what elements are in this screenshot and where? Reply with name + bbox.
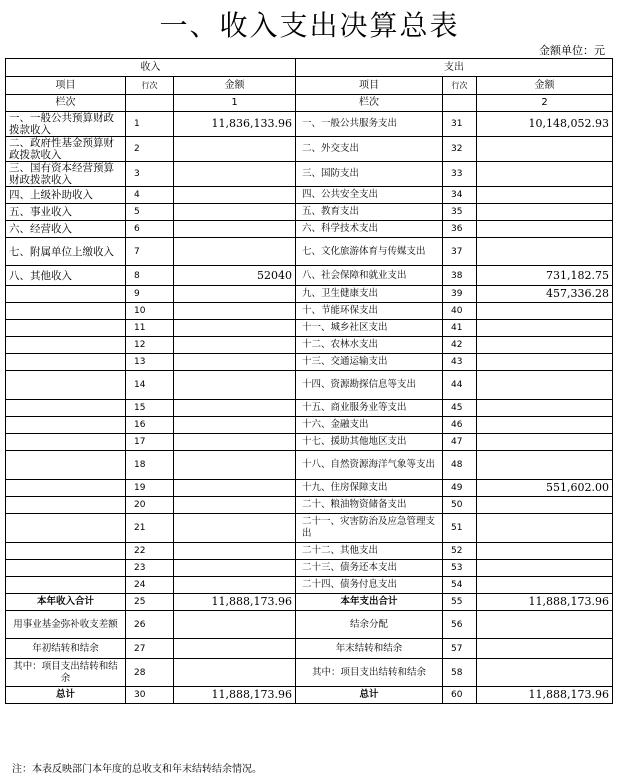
expense-item: 一、一般公共服务支出: [296, 112, 443, 137]
income-summary-item: 用事业基金弥补收支差额: [6, 611, 126, 639]
income-summary-line: 28: [126, 659, 174, 687]
income-item: [6, 417, 126, 434]
table-row: [6, 417, 613, 434]
expense-amount: [477, 560, 613, 577]
expense-line-number: 31: [443, 112, 477, 137]
income-amount: [174, 543, 296, 560]
expense-item: 六、科学技术支出: [296, 221, 443, 238]
expense-line-number: 40: [443, 303, 477, 320]
expense-summary-item: 本年支出合计: [296, 594, 443, 611]
income-summary-amount: [174, 639, 296, 659]
expense-amount-header: 金额: [477, 77, 613, 95]
expense-item: 十、节能环保支出: [296, 303, 443, 320]
expense-item: 九、卫生健康支出: [296, 286, 443, 303]
summary-row: [6, 594, 613, 611]
expense-item: 十八、自然资源海洋气象等支出: [296, 451, 443, 480]
income-line-number: 5: [126, 204, 174, 221]
income-summary-amount: [174, 611, 296, 639]
expense-amount: [477, 417, 613, 434]
income-line-header: 行次: [126, 77, 174, 95]
table-row: [6, 543, 613, 560]
budget-summary-table: [5, 58, 613, 704]
expense-summary-item: 其中：项目支出结转和结余: [296, 659, 443, 687]
income-item: [6, 577, 126, 594]
table-row: [6, 400, 613, 417]
income-item: [6, 434, 126, 451]
expense-line-number: 44: [443, 371, 477, 400]
income-item: 八、其他收入: [6, 266, 126, 286]
income-item: [6, 320, 126, 337]
expense-item: 十六、金融支出: [296, 417, 443, 434]
expense-summary-item: 总计: [296, 687, 443, 704]
income-amount: [174, 337, 296, 354]
income-item: 三、国有资本经营预算财政拨款收入: [6, 162, 126, 187]
table-row: [6, 337, 613, 354]
income-amount: [174, 400, 296, 417]
expense-line-number: 45: [443, 400, 477, 417]
expense-amount: 10,148,052.93: [477, 112, 613, 137]
expense-line-number: 42: [443, 337, 477, 354]
income-column-number: 1: [174, 95, 296, 112]
income-line-number: 4: [126, 187, 174, 204]
expense-amount: [477, 451, 613, 480]
income-line-number: 10: [126, 303, 174, 320]
expense-line-number: 43: [443, 354, 477, 371]
income-summary-line: 26: [126, 611, 174, 639]
expense-line-number: 48: [443, 451, 477, 480]
income-amount: [174, 451, 296, 480]
amount-unit: 金额单位：元: [539, 44, 605, 57]
expense-amount: [477, 371, 613, 400]
income-line-blank: [126, 95, 174, 112]
income-line-number: 16: [126, 417, 174, 434]
income-item: 五、事业收入: [6, 204, 126, 221]
expense-line-number: 34: [443, 187, 477, 204]
income-summary-item: 其中：项目支出结转和结余: [6, 659, 126, 687]
table-row: [6, 320, 613, 337]
table-row: [6, 162, 613, 187]
table-row: [6, 112, 613, 137]
income-item: [6, 514, 126, 543]
table-row: [6, 286, 613, 303]
income-line-number: 2: [126, 137, 174, 162]
expense-amount: 731,182.75: [477, 266, 613, 286]
income-line-number: 17: [126, 434, 174, 451]
income-line-number: 8: [126, 266, 174, 286]
income-summary-item: 年初结转和结余: [6, 639, 126, 659]
table-row: [6, 434, 613, 451]
income-amount: [174, 238, 296, 266]
expense-amount: [477, 303, 613, 320]
income-amount: [174, 354, 296, 371]
income-amount: [174, 162, 296, 187]
expense-line-number: 54: [443, 577, 477, 594]
table-row: [6, 238, 613, 266]
income-item: [6, 371, 126, 400]
income-amount: [174, 137, 296, 162]
expense-summary-line: 60: [443, 687, 477, 704]
expense-amount: 551,602.00: [477, 480, 613, 497]
expense-column-number: 2: [477, 95, 613, 112]
expense-summary-amount: 11,888,173.96: [477, 687, 613, 704]
expense-line-number: 53: [443, 560, 477, 577]
expense-item: 十七、援助其他地区支出: [296, 434, 443, 451]
expense-line-number: 38: [443, 266, 477, 286]
expense-summary-line: 57: [443, 639, 477, 659]
income-item: 二、政府性基金预算财政拨款收入: [6, 137, 126, 162]
income-amount: [174, 497, 296, 514]
expense-header: 支出: [296, 59, 613, 77]
income-line-number: 7: [126, 238, 174, 266]
income-line-number: 19: [126, 480, 174, 497]
expense-amount: [477, 204, 613, 221]
expense-item: 十二、农林水支出: [296, 337, 443, 354]
income-amount: [174, 320, 296, 337]
expense-line-number: 49: [443, 480, 477, 497]
income-column-label: 栏次: [6, 95, 126, 112]
table-row: [6, 266, 613, 286]
expense-amount: [477, 221, 613, 238]
income-item: [6, 560, 126, 577]
expense-item: 二十三、债务还本支出: [296, 560, 443, 577]
summary-row: [6, 611, 613, 639]
page-title: 一、收入支出决算总表: [159, 9, 460, 42]
income-amount: [174, 514, 296, 543]
table-row: [6, 221, 613, 238]
income-line-number: 14: [126, 371, 174, 400]
expense-amount: [477, 497, 613, 514]
expense-item: 二、外交支出: [296, 137, 443, 162]
income-item: [6, 303, 126, 320]
expense-column-label: 栏次: [296, 95, 443, 112]
expense-amount: [477, 137, 613, 162]
income-summary-amount: 11,888,173.96: [174, 594, 296, 611]
income-item: 四、上级补助收入: [6, 187, 126, 204]
expense-summary-amount: [477, 611, 613, 639]
expense-line-number: 35: [443, 204, 477, 221]
income-summary-amount: [174, 659, 296, 687]
income-item: 六、经营收入: [6, 221, 126, 238]
income-item: [6, 400, 126, 417]
table-row: [6, 354, 613, 371]
income-summary-line: 30: [126, 687, 174, 704]
expense-item: 三、国防支出: [296, 162, 443, 187]
expense-item: 十一、城乡社区支出: [296, 320, 443, 337]
income-line-number: 1: [126, 112, 174, 137]
table-row: [6, 204, 613, 221]
expense-line-number: 32: [443, 137, 477, 162]
expense-amount: [477, 577, 613, 594]
expense-item: 十九、住房保障支出: [296, 480, 443, 497]
expense-amount: [477, 543, 613, 560]
income-line-number: 24: [126, 577, 174, 594]
income-item: [6, 286, 126, 303]
expense-amount: [477, 514, 613, 543]
expense-item-header: 项目: [296, 77, 443, 95]
income-item: [6, 337, 126, 354]
expense-item: 二十二、其他支出: [296, 543, 443, 560]
income-item: [6, 497, 126, 514]
expense-summary-line: 55: [443, 594, 477, 611]
expense-item: 八、社会保障和就业支出: [296, 266, 443, 286]
expense-line-header: 行次: [443, 77, 477, 95]
expense-line-number: 37: [443, 238, 477, 266]
table-row: [6, 187, 613, 204]
expense-summary-item: 结余分配: [296, 611, 443, 639]
expense-line-number: 46: [443, 417, 477, 434]
expense-amount: [477, 434, 613, 451]
income-header: 收入: [6, 59, 296, 77]
income-line-number: 9: [126, 286, 174, 303]
table-row: [6, 514, 613, 543]
table-row: [6, 577, 613, 594]
income-amount-header: 金额: [174, 77, 296, 95]
expense-summary-line: 56: [443, 611, 477, 639]
income-item: [6, 543, 126, 560]
income-summary-line: 25: [126, 594, 174, 611]
summary-row: [6, 687, 613, 704]
income-item: 一、一般公共预算财政拨款收入: [6, 112, 126, 137]
expense-line-number: 41: [443, 320, 477, 337]
expense-line-number: 36: [443, 221, 477, 238]
table-row: [6, 303, 613, 320]
table-row: [6, 560, 613, 577]
income-amount: [174, 371, 296, 400]
expense-line-number: 50: [443, 497, 477, 514]
income-line-number: 22: [126, 543, 174, 560]
income-line-number: 13: [126, 354, 174, 371]
income-amount: [174, 434, 296, 451]
expense-item: 十四、资源勘探信息等支出: [296, 371, 443, 400]
income-amount: 52040: [174, 266, 296, 286]
expense-amount: [477, 238, 613, 266]
expense-line-number: 39: [443, 286, 477, 303]
income-amount: [174, 204, 296, 221]
income-amount: 11,836,133.96: [174, 112, 296, 137]
income-summary-line: 27: [126, 639, 174, 659]
table-row: [6, 137, 613, 162]
expense-amount: [477, 187, 613, 204]
income-line-number: 23: [126, 560, 174, 577]
income-line-number: 21: [126, 514, 174, 543]
income-line-number: 20: [126, 497, 174, 514]
income-amount: [174, 221, 296, 238]
income-summary-amount: 11,888,173.96: [174, 687, 296, 704]
expense-summary-amount: [477, 659, 613, 687]
expense-line-number: 52: [443, 543, 477, 560]
income-line-number: 3: [126, 162, 174, 187]
income-amount: [174, 286, 296, 303]
expense-summary-amount: 11,888,173.96: [477, 594, 613, 611]
summary-row: [6, 639, 613, 659]
expense-item: 二十、粮油物资储备支出: [296, 497, 443, 514]
income-item: 七、附属单位上缴收入: [6, 238, 126, 266]
income-amount: [174, 480, 296, 497]
expense-item: 二十四、债务付息支出: [296, 577, 443, 594]
expense-summary-amount: [477, 639, 613, 659]
summary-row: [6, 659, 613, 687]
income-amount: [174, 187, 296, 204]
expense-line-number: 47: [443, 434, 477, 451]
expense-line-number: 51: [443, 514, 477, 543]
income-line-number: 12: [126, 337, 174, 354]
income-amount: [174, 577, 296, 594]
expense-line-number: 33: [443, 162, 477, 187]
table-row: [6, 451, 613, 480]
income-line-number: 11: [126, 320, 174, 337]
income-summary-item: 总计: [6, 687, 126, 704]
income-summary-item: 本年收入合计: [6, 594, 126, 611]
expense-item: 十五、商业服务业等支出: [296, 400, 443, 417]
table-row: [6, 480, 613, 497]
expense-amount: [477, 400, 613, 417]
table-note: 注：本表反映部门本年度的总收支和年末结转结余情况。: [12, 764, 262, 775]
expense-amount: [477, 337, 613, 354]
expense-summary-line: 58: [443, 659, 477, 687]
income-line-number: 6: [126, 221, 174, 238]
income-item: [6, 354, 126, 371]
income-amount: [174, 303, 296, 320]
expense-amount: 457,336.28: [477, 286, 613, 303]
expense-line-blank: [443, 95, 477, 112]
expense-item: 二十一、灾害防治及应急管理支出: [296, 514, 443, 543]
income-amount: [174, 560, 296, 577]
expense-item: 十三、交通运输支出: [296, 354, 443, 371]
expense-item: 七、文化旅游体育与传媒支出: [296, 238, 443, 266]
expense-amount: [477, 162, 613, 187]
income-line-number: 18: [126, 451, 174, 480]
income-line-number: 15: [126, 400, 174, 417]
expense-item: 四、公共安全支出: [296, 187, 443, 204]
table-row: [6, 497, 613, 514]
expense-summary-item: 年末结转和结余: [296, 639, 443, 659]
income-item: [6, 480, 126, 497]
expense-amount: [477, 320, 613, 337]
income-amount: [174, 417, 296, 434]
expense-amount: [477, 354, 613, 371]
expense-item: 五、教育支出: [296, 204, 443, 221]
income-item: [6, 451, 126, 480]
income-item-header: 项目: [6, 77, 126, 95]
table-row: [6, 371, 613, 400]
